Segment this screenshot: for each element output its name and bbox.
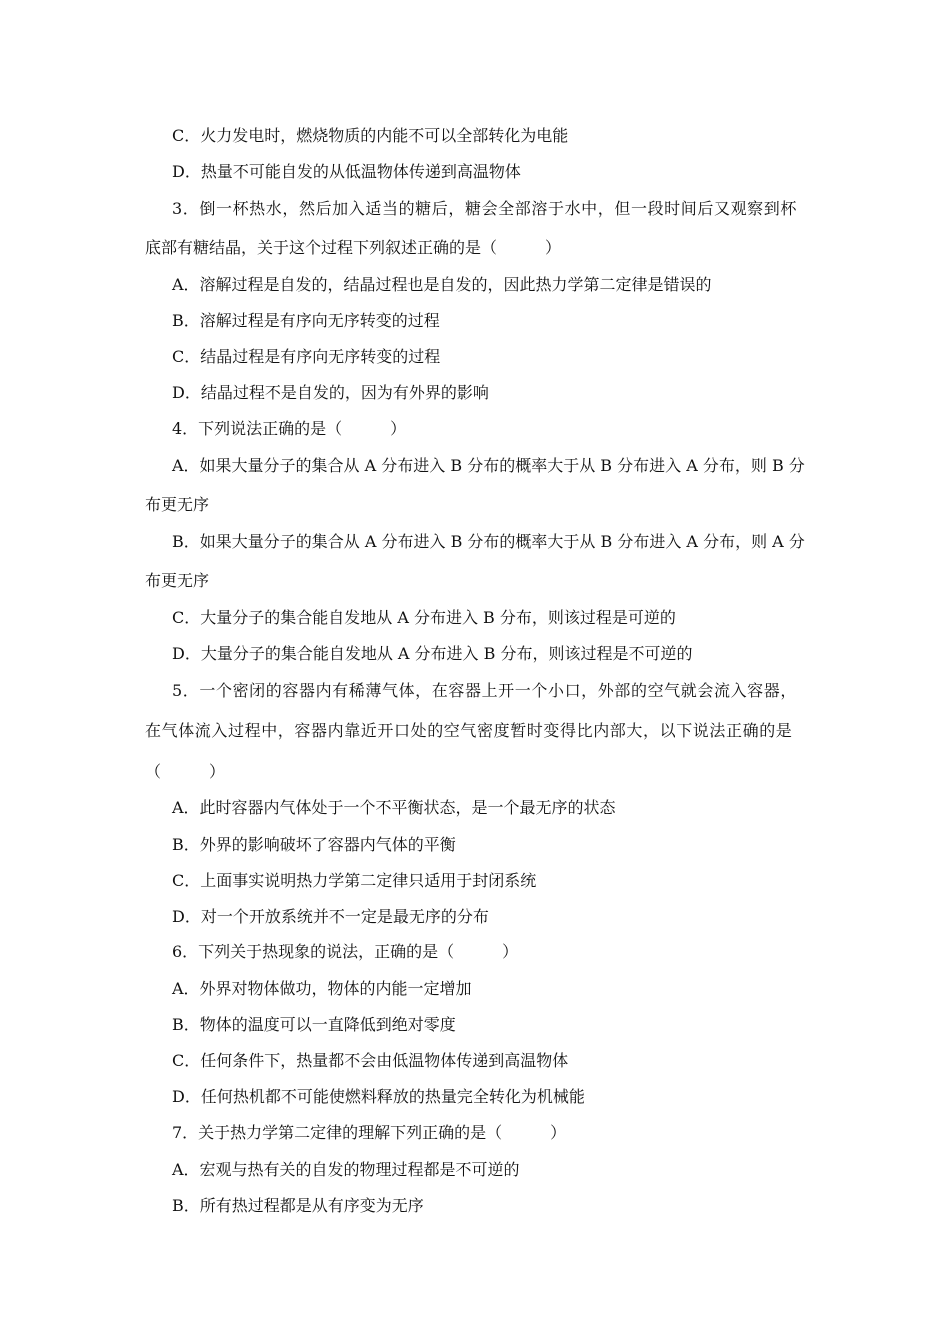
q6-option-c: C．任何条件下，热量都不会由低温物体传递到高温物体 <box>172 1051 569 1070</box>
q5-stem-line3: （ ） <box>145 762 226 781</box>
q5-option-b: B．外界的影响破坏了容器内气体的平衡 <box>172 835 456 854</box>
q4-option-c: C．大量分子的集合能自发地从 A 分布进入 B 分布，则该过程是可逆的 <box>172 608 676 627</box>
q4-stem: 4．下列说法正确的是（ ） <box>172 419 407 438</box>
q6-stem: 6．下列关于热现象的说法，正确的是（ ） <box>172 942 519 961</box>
q2-option-d: D．热量不可能自发的从低温物体传递到高温物体 <box>172 162 521 181</box>
q6-option-a: A．外界对物体做功，物体的内能一定增加 <box>172 979 472 998</box>
q5-stem-line2: 在气体流入过程中，容器内靠近开口处的空气密度暂时变得比内部大，以下说法正确的是 <box>145 721 793 740</box>
q7-option-a: A．宏观与热有关的自发的物理过程都是不可逆的 <box>172 1160 520 1179</box>
q4-option-a-line1: A．如果大量分子的集合从 A 分布进入 B 分布的概率大于从 B 分布进入 A 分布，则 B 分 <box>172 456 805 475</box>
q4-option-b-line2: 布更无序 <box>145 571 210 590</box>
q3-option-d: D．结晶过程不是自发的，因为有外界的影响 <box>172 383 489 402</box>
q7-stem: 7．关于热力学第二定律的理解下列正确的是（ ） <box>172 1123 567 1142</box>
q5-option-c: C．上面事实说明热力学第二定律只适用于封闭系统 <box>172 871 537 890</box>
q3-stem-line2: 底部有糖结晶，关于这个过程下列叙述正确的是（ ） <box>145 238 562 257</box>
q4-option-d: D．大量分子的集合能自发地从 A 分布进入 B 分布，则该过程是不可逆的 <box>172 644 693 663</box>
q2-option-c: C．火力发电时，燃烧物质的内能不可以全部转化为电能 <box>172 126 569 145</box>
q3-option-c: C．结晶过程是有序向无序转变的过程 <box>172 347 441 366</box>
q7-option-b: B．所有热过程都是从有序变为无序 <box>172 1196 424 1215</box>
q5-option-d: D．对一个开放系统并不一定是最无序的分布 <box>172 907 489 926</box>
q3-stem-line1: 3．倒一杯热水，然后加入适当的糖后，糖会全部溶于水中，但一段时间后又观察到杯 <box>172 199 797 218</box>
q5-option-a: A．此时容器内气体处于一个不平衡状态，是一个最无序的状态 <box>172 798 616 817</box>
q3-option-a: A．溶解过程是自发的，结晶过程也是自发的，因此热力学第二定律是错误的 <box>172 275 712 294</box>
q6-option-d: D．任何热机都不可能使燃料释放的热量完全转化为机械能 <box>172 1087 585 1106</box>
q4-option-a-line2: 布更无序 <box>145 495 210 514</box>
q5-stem-line1: 5．一个密闭的容器内有稀薄气体，在容器上开一个小口，外部的空气就会流入容器， <box>172 681 797 700</box>
q4-option-b-line1: B．如果大量分子的集合从 A 分布进入 B 分布的概率大于从 B 分布进入 A 分布，则 A 分 <box>172 532 805 551</box>
q3-option-b: B．溶解过程是有序向无序转变的过程 <box>172 311 440 330</box>
q6-option-b: B．物体的温度可以一直降低到绝对零度 <box>172 1015 456 1034</box>
